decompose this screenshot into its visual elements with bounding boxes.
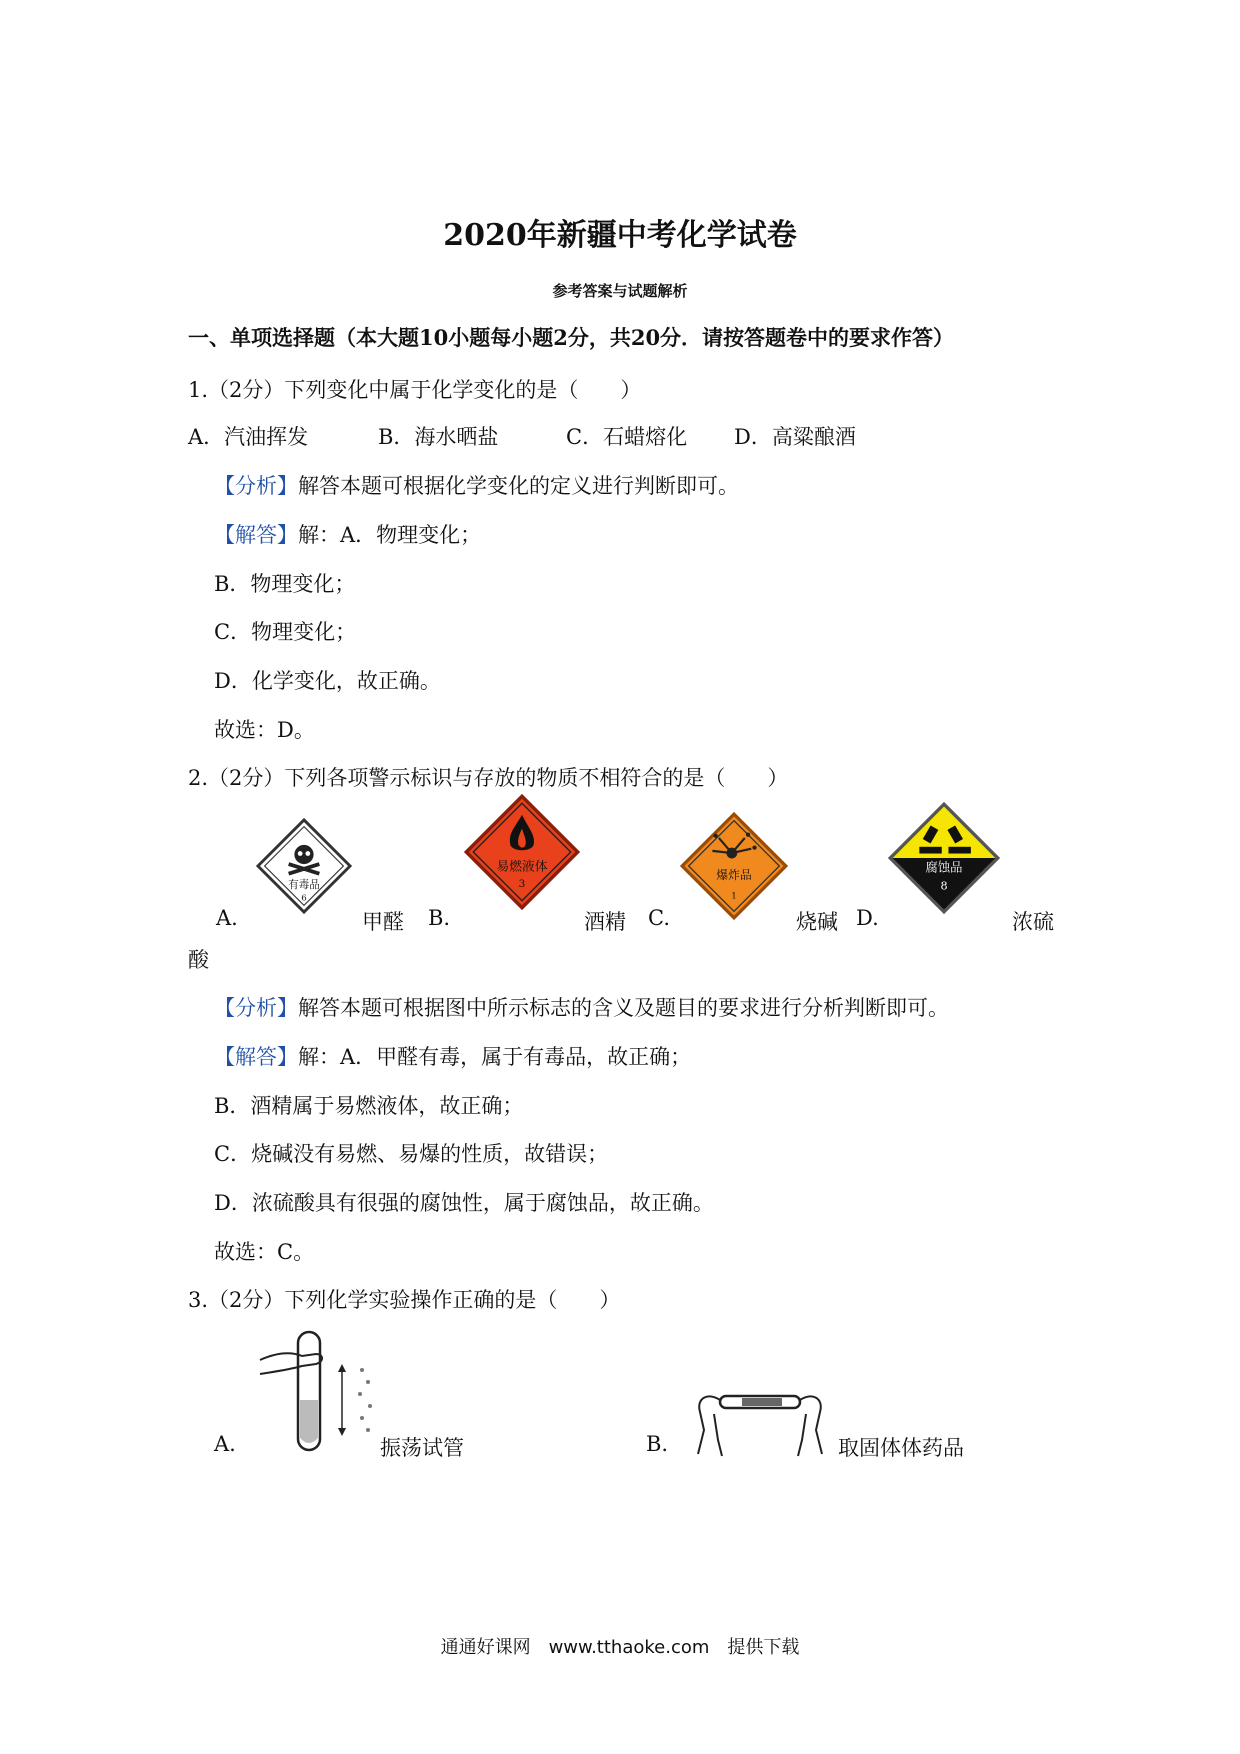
q3-stem: 3.（2分）下列化学实验操作正确的是（ ） [188,1288,621,1312]
corrosive-sign-icon [888,802,1000,914]
q1-line-d: D．化学变化，故正确。 [214,669,441,693]
q3-label-b: B. [646,1432,669,1456]
page-footer: 通通好课网 www.tthaoke.com 提供下载 [440,1637,800,1658]
flammable-sign-number: 3 [518,877,526,890]
q2-analysis [214,992,949,1022]
toxic-sign-text: 有毒品 [288,879,320,892]
corrosive-sign-text: 腐蚀品 [925,860,963,875]
q1-line-c: C．物理变化； [214,620,357,644]
q3-label-a: A. [214,1432,236,1456]
explosive-sign-text: 爆炸品 [716,867,752,882]
explosive-sign-number: 1 [731,891,737,902]
q2-stem: 2.（2分）下列各项警示标识与存放的物质不相符合的是（ ） [188,766,789,790]
section-heading: 一、单项选择题（本大题10小题每小题2分，共20分．请按答题卷中的要求作答） [188,325,955,350]
page-subtitle: 参考答案与试题解析 [552,282,688,300]
q1-option-a: A．汽油挥发 [188,425,309,449]
toxic-sign-icon [256,818,352,914]
q2-answer [214,1041,691,1071]
q2-label-a: A. [216,906,238,930]
q1-stem: 1.（2分）下列变化中属于化学变化的是（ ） [188,378,642,402]
flammable-sign-text: 易燃液体 [496,859,548,875]
analysis-tag: 【分析】 [214,474,298,498]
q3-item-a: 振荡试管 [380,1436,464,1460]
q2-item-d-wrap: 酸 [188,948,209,972]
q2-line-c: C．烧碱没有易燃、易爆的性质，故错误； [214,1142,609,1166]
answer-tag: 【解答】 [214,523,298,547]
explosive-sign-icon [680,812,788,920]
q1-answer [214,519,481,549]
q2-label-d: D. [856,906,879,930]
q1-line-b: B．物理变化； [214,572,356,596]
flammable-liquid-sign-icon [464,794,580,910]
q2-label-c: C. [648,906,670,930]
q2-item-a: 甲醛 [362,910,404,934]
analysis-text: 解答本题可根据图中所示标志的含义及题目的要求进行分析判断即可。 [298,996,949,1020]
q2-item-c: 烧碱 [796,910,838,934]
q1-option-c: C．石蜡熔化 [566,425,688,449]
q1-choice: 故选：D。 [214,718,315,742]
corrosive-sign-number: 8 [940,879,948,893]
q1-option-d: D．高粱酿酒 [734,425,856,449]
toxic-sign-number: 6 [301,893,307,904]
analysis-text: 解答本题可根据化学变化的定义进行判断即可。 [298,474,739,498]
answer-text: 解：A．甲醛有毒，属于有毒品，故正确； [298,1045,692,1069]
take-solid-reagent-illustration [690,1370,830,1460]
q2-choice: 故选：C。 [214,1240,315,1264]
q1-option-b: B．海水晒盐 [378,425,499,449]
q3-item-b: 取固体体药品 [838,1436,964,1460]
page-title: 2020年新疆中考化学试卷 [443,218,797,253]
q2-label-b: B. [428,906,451,930]
analysis-tag: 【分析】 [214,996,298,1020]
answer-tag: 【解答】 [214,1045,298,1069]
q2-item-b: 酒精 [584,910,626,934]
answer-text: 解：A．物理变化； [298,523,482,547]
q2-line-b: B．酒精属于易燃液体，故正确； [214,1094,524,1118]
q1-analysis [214,470,739,500]
q2-line-d: D．浓硫酸具有很强的腐蚀性，属于腐蚀品，故正确。 [214,1191,714,1215]
q2-item-d: 浓硫 [1012,910,1054,934]
